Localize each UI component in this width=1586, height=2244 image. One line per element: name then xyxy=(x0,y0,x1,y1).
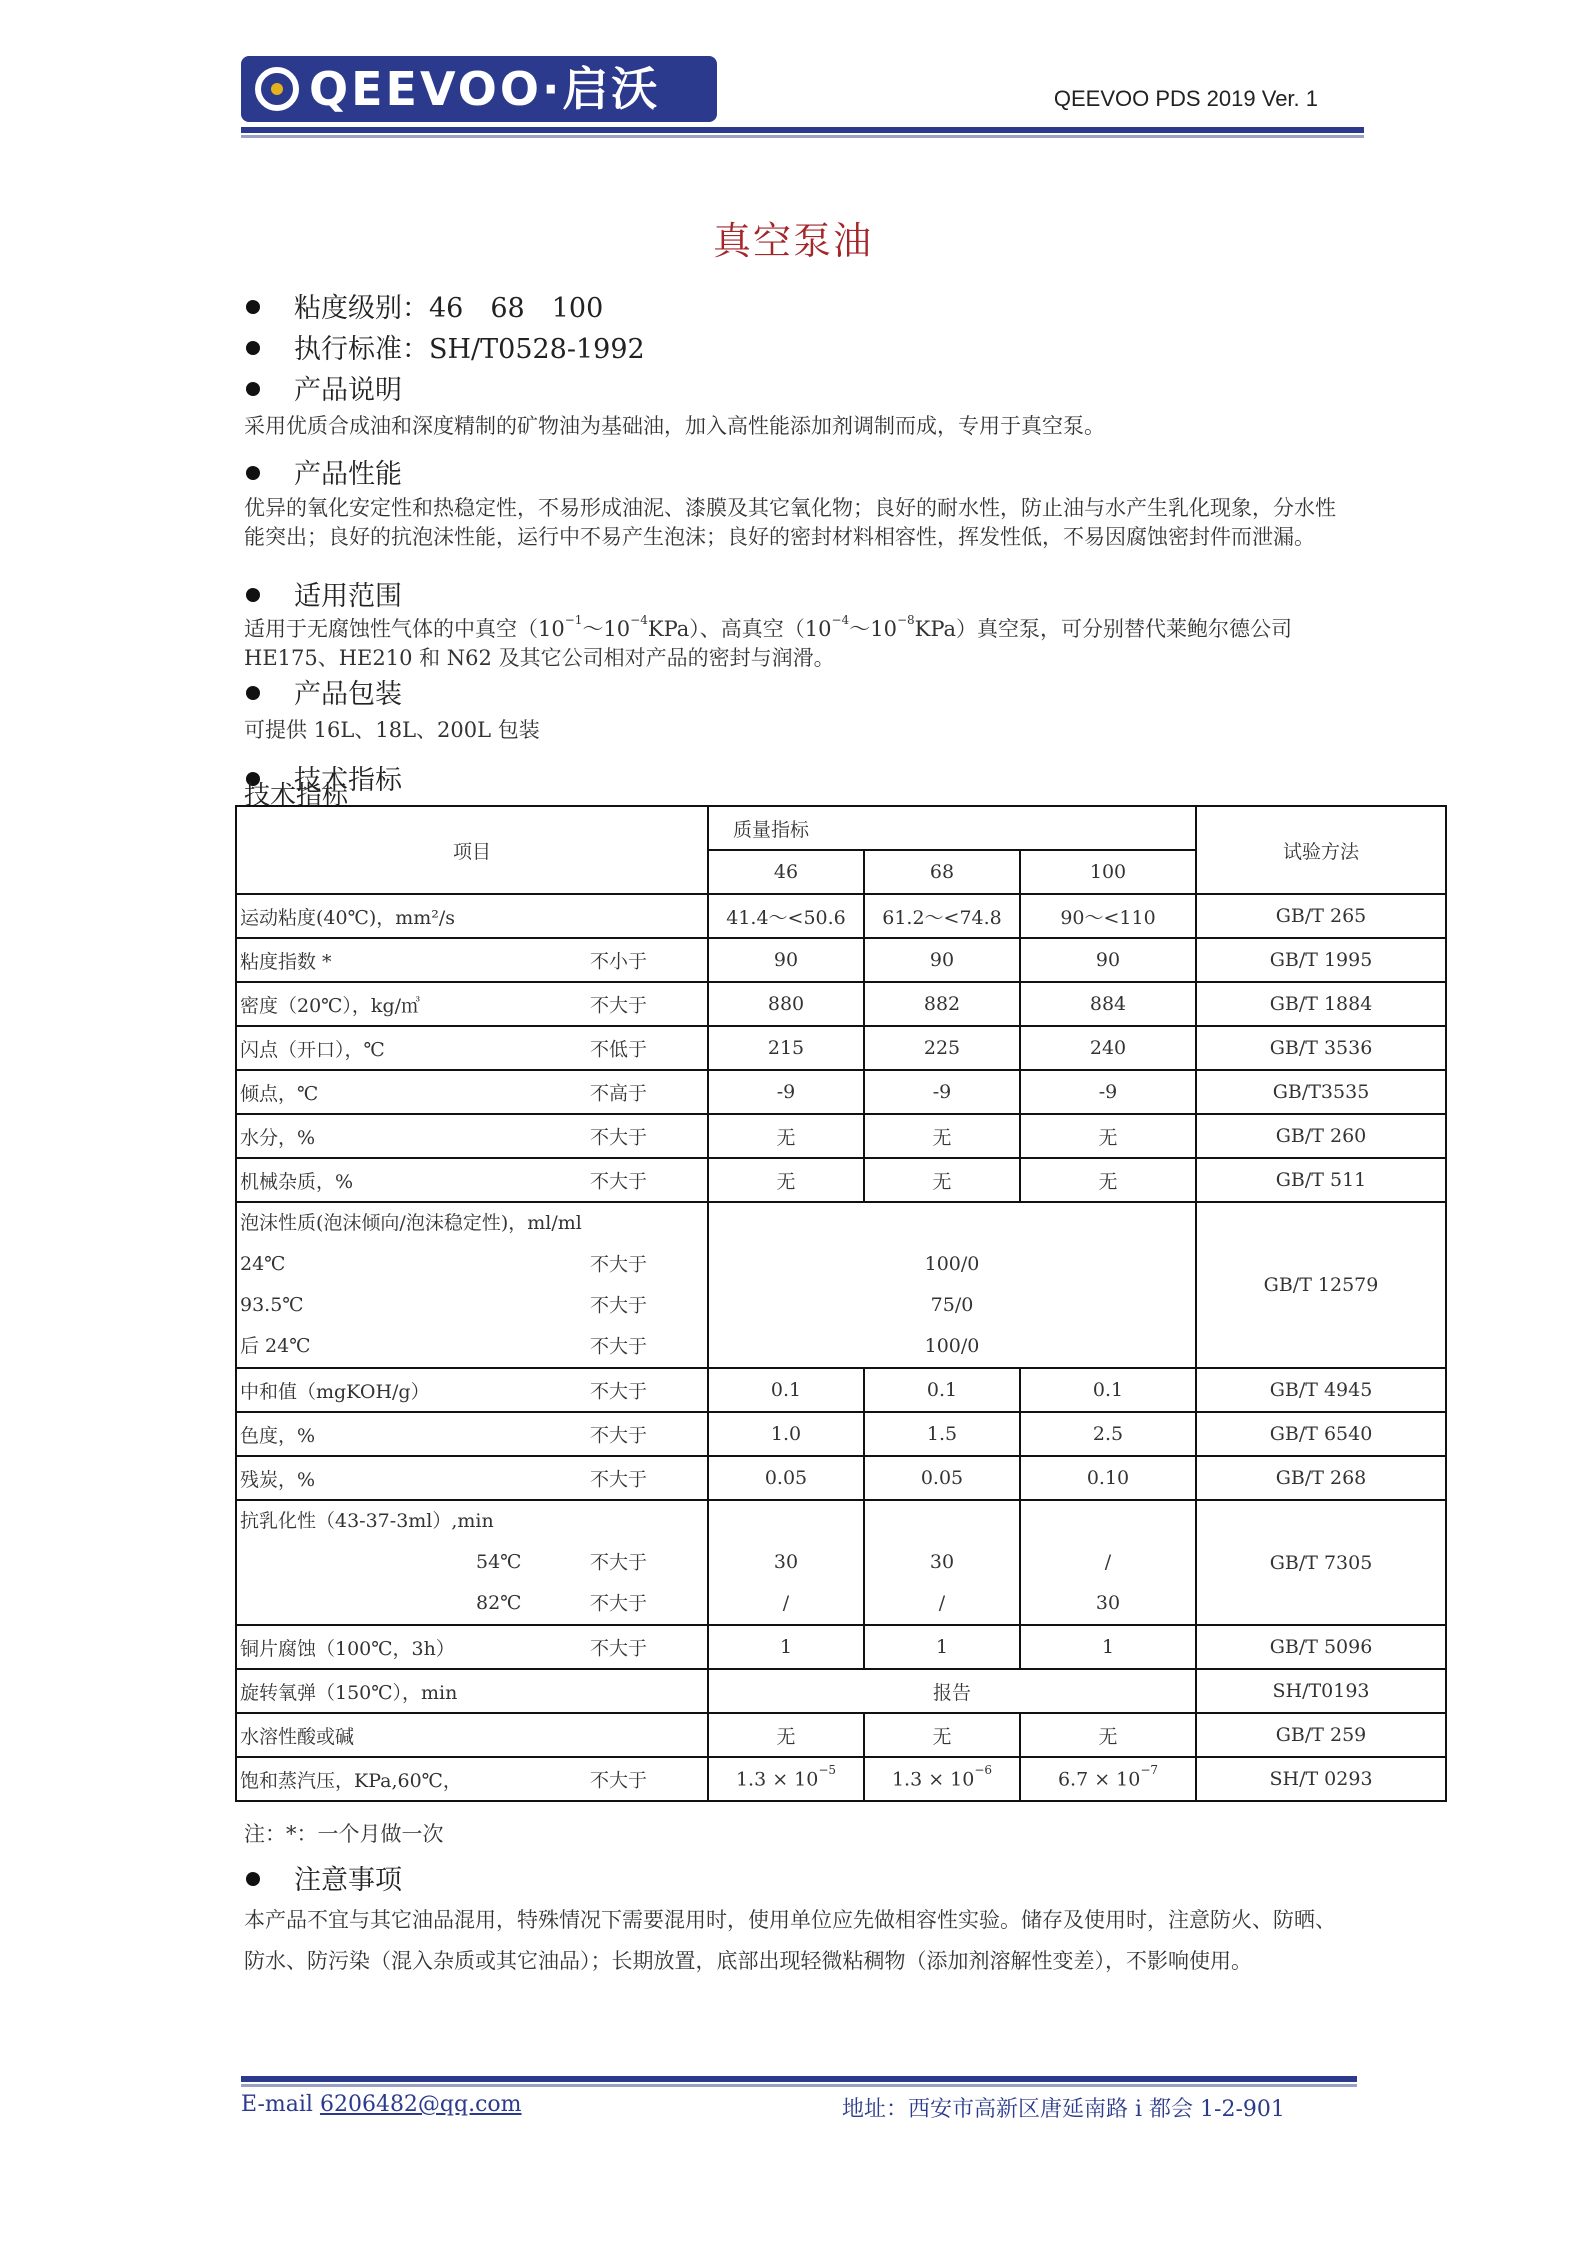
row-value: 41.4～<50.6 xyxy=(708,894,864,938)
row-item: 残炭，% xyxy=(240,1468,316,1491)
row-method: GB/T 1995 xyxy=(1196,938,1446,982)
bullet-icon xyxy=(246,300,260,314)
row-item: 水溶性酸或碱 xyxy=(236,1713,708,1757)
emul-value: / xyxy=(1104,1551,1112,1573)
vapor-value: 1.3 × 10 xyxy=(891,1768,975,1791)
section-heading-description: 产品说明 xyxy=(246,368,402,407)
row-method: GB/T 3536 xyxy=(1196,1026,1446,1070)
row-item: 中和值（mgKOH/g） xyxy=(240,1380,430,1403)
foam-title: 泡沫性质(泡沫倾向/泡沫稳定性)，ml/ml xyxy=(240,1212,582,1234)
document-id: QEEVOO PDS 2019 Ver. 1 xyxy=(1053,86,1318,111)
bullet-icon xyxy=(246,382,260,396)
gear-logo-icon xyxy=(255,67,299,111)
emul-method: GB/T 7305 xyxy=(1196,1500,1446,1625)
row-value: -9 xyxy=(708,1070,864,1114)
bullet-icon xyxy=(246,466,260,480)
table-row-oxidation xyxy=(236,1669,1446,1713)
row-value: 90 xyxy=(864,938,1020,982)
grade-100: 100 xyxy=(1020,850,1196,894)
row-value: 无 xyxy=(708,1158,864,1202)
table-row xyxy=(236,1456,1446,1500)
row-method: GB/T 265 xyxy=(1196,894,1446,938)
emul-temp: 54℃ xyxy=(476,1551,522,1573)
row-value: 0.05 xyxy=(708,1456,864,1500)
table-row-foam xyxy=(236,1202,1446,1368)
vapor-exp: −5 xyxy=(818,1763,837,1778)
row-value: 90 xyxy=(1020,938,1196,982)
row-crit: 不大于 xyxy=(589,1380,647,1403)
footer-rule xyxy=(241,2076,1357,2082)
row-item: 饱和蒸汽压，KPa,60℃， xyxy=(240,1769,462,1792)
foam-crit: 不大于 xyxy=(589,1253,647,1275)
footer-address: 地址：西安市高新区唐延南路 i 都会 1-2-901 xyxy=(842,2097,1285,2122)
foam-crit: 不大于 xyxy=(589,1335,647,1357)
row-method: GB/T 268 xyxy=(1196,1456,1446,1500)
row-value: 882 xyxy=(864,982,1020,1026)
emul-value: 30 xyxy=(773,1551,799,1573)
row-method: SH/T 0293 xyxy=(1196,1757,1446,1801)
viscosity-grade: 粘度级别：46 68 100 xyxy=(246,286,603,325)
row-value: 240 xyxy=(1020,1026,1196,1070)
row-value: 90～<110 xyxy=(1020,894,1196,938)
row-crit: 不大于 xyxy=(589,1769,647,1792)
emul-value: 30 xyxy=(929,1551,955,1573)
row-value: -9 xyxy=(1020,1070,1196,1114)
header-rule xyxy=(241,127,1364,133)
row-value: 无 xyxy=(864,1114,1020,1158)
section-heading-caution: 注意事项 xyxy=(246,1858,402,1897)
row-crit: 不高于 xyxy=(589,1082,647,1105)
foam-item: 93.5℃ xyxy=(240,1294,304,1316)
vapor-value: 1.3 × 10 xyxy=(735,1768,819,1791)
row-item: 倾点，℃ xyxy=(240,1082,319,1105)
email-link[interactable]: 6206482@qq.com xyxy=(319,2092,522,2117)
row-value: 0.1 xyxy=(864,1368,1020,1412)
page-title: 真空泵油 xyxy=(712,219,873,263)
vapor-exp: −6 xyxy=(974,1763,993,1778)
tech-label: 技术指标 xyxy=(244,781,349,811)
grade-68: 68 xyxy=(864,850,1020,894)
section-heading-tech: 技术指标 xyxy=(246,758,402,797)
row-method: GB/T 6540 xyxy=(1196,1412,1446,1456)
foam-item: 后 24℃ xyxy=(240,1335,311,1357)
row-method: GB/T 1884 xyxy=(1196,982,1446,1026)
emul-value: 30 xyxy=(1095,1592,1121,1614)
spec-table xyxy=(235,805,1447,1802)
row-item: 运动粘度(40℃)，mm²/s xyxy=(240,906,456,929)
bullet-icon xyxy=(246,1872,260,1886)
logo-text: QEEVOO·启沃 xyxy=(309,62,661,116)
foam-value: 75/0 xyxy=(930,1294,974,1316)
row-value: 1.0 xyxy=(708,1412,864,1456)
packaging-text: 可提供 16L、18L、200L 包装 xyxy=(244,718,540,742)
foam-method: GB/T 12579 xyxy=(1196,1202,1446,1368)
row-value: 1 xyxy=(864,1625,1020,1669)
table-row xyxy=(236,1368,1446,1412)
row-item: 铜片腐蚀（100℃，3h） xyxy=(240,1637,455,1660)
row-crit: 不大于 xyxy=(589,1637,647,1660)
row-method: GB/T 511 xyxy=(1196,1158,1446,1202)
emul-crit: 不大于 xyxy=(589,1592,647,1614)
vapor-value: 6.7 × 10 xyxy=(1057,1768,1141,1791)
emul-crit: 不大于 xyxy=(589,1551,647,1573)
table-row xyxy=(236,1026,1446,1070)
emul-temp: 82℃ xyxy=(476,1592,522,1614)
caution-text: 本产品不宜与其它油品混用，特殊情况下需要混用时，使用单位应先做相容性实验。储存及使用时，注意防火、防晒、防水、防污染（混入杂质或其它油品）；长期放置，底部出现轻微粘稠物（添加剂溶解性变差），不影响使用。 xyxy=(244,1908,1336,1973)
table-row-emulsion xyxy=(236,1500,1446,1625)
table-row xyxy=(236,938,1446,982)
row-value: 61.2～<74.8 xyxy=(864,894,1020,938)
row-item: 闪点（开口），℃ xyxy=(240,1038,385,1061)
row-item: 色度，% xyxy=(240,1424,316,1447)
table-row xyxy=(236,1412,1446,1456)
row-value: 无 xyxy=(864,1713,1020,1757)
row-item: 密度（20℃），kg/㎥ xyxy=(240,994,421,1017)
vapor-exp: −7 xyxy=(1140,1763,1159,1778)
row-value: 报告 xyxy=(708,1669,1196,1713)
row-method: GB/T 5096 xyxy=(1196,1625,1446,1669)
bullet-icon xyxy=(246,686,260,700)
row-method: SH/T0193 xyxy=(1196,1669,1446,1713)
emul-value: / xyxy=(938,1592,946,1614)
row-value: 225 xyxy=(864,1026,1020,1070)
row-crit: 不低于 xyxy=(589,1038,647,1061)
bullet-icon xyxy=(246,588,260,602)
scope-text: 适用于无腐蚀性气体的中真空$(10^{-1}\sim 10^{-4}KPa)$、高真空$(10^{-4}\sim 10^{-8}KPa)$真空泵，可分别替代莱鲍尔德公司 HE175、HE210 和 N62 及其它公司相对产品的密封与润滑。 xyxy=(244,613,1293,670)
table-row-copper xyxy=(236,1625,1446,1669)
row-method: GB/T 4945 xyxy=(1196,1368,1446,1412)
foam-crit: 不大于 xyxy=(589,1294,647,1316)
table-note: 注：*：一个月做一次 xyxy=(244,1822,444,1846)
emul-value: / xyxy=(782,1592,790,1614)
header-method: 试验方法 xyxy=(1196,806,1446,894)
row-value: 0.10 xyxy=(1020,1456,1196,1500)
header-item: 项目 xyxy=(236,806,708,894)
description-text: 采用优质合成油和深度精制的矿物油为基础油，加入高性能添加剂调制而成，专用于真空泵。 xyxy=(244,414,1105,438)
row-crit: 不大于 xyxy=(589,1126,647,1149)
row-value: 1.5 xyxy=(864,1412,1020,1456)
row-value: 2.5 xyxy=(1020,1412,1196,1456)
row-value: 215 xyxy=(708,1026,864,1070)
row-method: GB/T 259 xyxy=(1196,1713,1446,1757)
row-value: -9 xyxy=(864,1070,1020,1114)
footer-email: E-mail 6206482@qq.com xyxy=(241,2092,522,2117)
row-crit: 不大于 xyxy=(589,1468,647,1491)
row-value: 0.1 xyxy=(708,1368,864,1412)
section-heading-scope: 适用范围 xyxy=(246,574,402,613)
row-crit: 不大于 xyxy=(589,1424,647,1447)
grade-46: 46 xyxy=(708,850,864,894)
bullet-icon xyxy=(246,341,260,355)
table-row xyxy=(236,1070,1446,1114)
row-item: 粘度指数 * xyxy=(240,950,332,973)
row-value: 880 xyxy=(708,982,864,1026)
table-row xyxy=(236,1158,1446,1202)
row-value: 1 xyxy=(1020,1625,1196,1669)
row-method: GB/T 260 xyxy=(1196,1114,1446,1158)
row-crit: 不小于 xyxy=(589,950,647,973)
foam-item: 24℃ xyxy=(240,1253,286,1275)
row-value: 0.05 xyxy=(864,1456,1020,1500)
row-method: GB/T3535 xyxy=(1196,1070,1446,1114)
table-row-vapor xyxy=(236,1757,1446,1801)
company-logo xyxy=(241,56,717,122)
section-heading-packaging: 产品包装 xyxy=(246,672,402,711)
section-heading-performance: 产品性能 xyxy=(246,452,402,491)
row-value: 90 xyxy=(708,938,864,982)
row-item: 旋转氧弹（150℃），min xyxy=(236,1669,708,1713)
foam-value: 100/0 xyxy=(924,1335,980,1357)
row-crit: 不大于 xyxy=(589,1170,647,1193)
table-row xyxy=(236,1114,1446,1158)
standard: 执行标准：SH/T0528-1992 xyxy=(246,327,645,366)
foam-value: 100/0 xyxy=(924,1253,980,1275)
header-rule-thin xyxy=(241,135,1364,138)
row-value: 1 xyxy=(708,1625,864,1669)
table-row xyxy=(236,894,1446,938)
table-row xyxy=(236,982,1446,1026)
performance-text: 优异的氧化安定性和热稳定性，不易形成油泥、漆膜及其它氧化物；良好的耐水性，防止油与水产生乳化现象，分水性能突出；良好的抗泡沫性能，运行中不易产生泡沫；良好的密封材料相容性，挥发性低，不易因腐蚀密封件而泄漏。 xyxy=(244,496,1336,549)
footer-rule-thin xyxy=(241,2084,1357,2087)
row-crit: 不大于 xyxy=(589,994,647,1017)
row-value: 无 xyxy=(1020,1158,1196,1202)
row-value: 无 xyxy=(1020,1114,1196,1158)
row-value: 无 xyxy=(708,1713,864,1757)
row-value: 无 xyxy=(1020,1713,1196,1757)
row-value: 0.1 xyxy=(1020,1368,1196,1412)
row-value: 884 xyxy=(1020,982,1196,1026)
row-item: 水分，% xyxy=(240,1126,316,1149)
header-quality: 质量指标 xyxy=(708,806,1196,850)
row-value: 无 xyxy=(864,1158,1020,1202)
table-row-acid xyxy=(236,1713,1446,1757)
row-item: 机械杂质，% xyxy=(240,1170,354,1193)
emul-title: 抗乳化性（43-37-3ml）,min xyxy=(240,1510,494,1532)
row-value: 无 xyxy=(708,1114,864,1158)
